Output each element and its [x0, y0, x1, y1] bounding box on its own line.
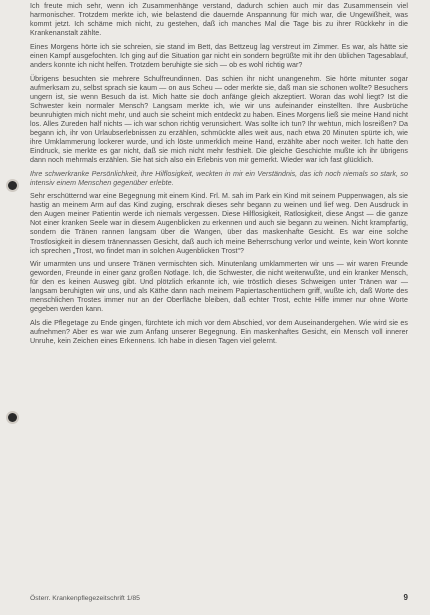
page-footer [30, 593, 408, 602]
footer-source: Österr. Krankenpflegezeitschrift 1/85 [30, 595, 140, 602]
paragraph: Als die Pflegetage zu Ende gingen, fürchtete ich mich vor dem Abschied, vor dem Auseinandergehen. Wie wird sie es aufnehmen? Aber es war wie zum Anfang unserer Begegnung. Ein maskenhaftes Gesicht, ein Mensch voll innerer Unruhe, kein Zeichen eines Erkennens. Ich habe in diesen Tagen viel gelernt. [30, 319, 408, 346]
paragraph: Übrigens besuchten sie mehrere Schulfreundinnen. Das schien ihr nicht unangenehm. Sie hörte mitunter sogar aufmerksam zu, selbst sprach sie kaum — on aus Scheu — oder merkte sie, daß man sie schonen wollte? Besuchers ungern ist, sie wenn Besuch da ist. Mich hatte sie doch anfänge gleich akzeptiert. Woran das wohl liegt? Ist die Schwester kein normaler Mensch? Langsam merkte ich, wie wir uns aufeinander einstellten. Ihre Ausbrüche beunruhigten mich nicht mehr, und auch sie scheint mich entdeckt zu haben. Eines Morgens ließ sie meine Hand nicht los. Alles Zureden half nichts — ich war schon richtig verunsichert. Was sollte ich tun? Ihr wehtun, mich losreißen? Da begann ich, ihr von Urlaubserlebnissen zu erzählen, schmückte alles weit aus, nach etwa 20 Minuten spürte ich, wie ihre Umklammerung lockerer wurde, und ich löste unmerklich meine Hand, erzählte aber noch weiter. Ich hatte den Eindruck, sie merkte es gar nicht, daß sie mich nicht mehr festhielt. Die gleiche Geschichte mußte ich ihr übrigens dann noch mehrmals erzählen. Sie hat sich also ein Erlebnis von mir gemerkt. Wieder war ich fast glücklich. [30, 74, 408, 164]
paragraph: Sehr erschütternd war eine Begegnung mit einem Kind. Frl. M. sah im Park ein Kind mit seinem Puppenwagen, als sie hastig an meinem Arm auf das Kind zuging, erschrak dieses sehr begann zu weinen und lief weg. Den Ausdruck in den Augen meiner Patientin werde ich niemals vergessen. Diese Hilflosigkeit, Ratlosigkeit, diese Angst — die ganze Not einer kranken Seele war in diesem Augenblicken zu erkennen und auch sie begann zu weinen. Nicht krampfartig, sondern die Tränen rannen langsam über die Wangen, über das maskenhafte Gesicht. Es war eine solche Trostlosigkeit in diesem tränennassen Gesicht, daß auch ich meine Beherrschung verlor und weinte, kein Wort konnte ich sprechen „Trost, wo findet man in solchen Augenblicken Trost“? [30, 192, 408, 255]
page-number: 9 [403, 593, 408, 602]
article-body [30, 2, 408, 351]
paragraph: Eines Morgens hörte ich sie schreien, sie stand im Bett, das Bettzeug lag verstreut im Zimmer. Es war, als hätte sie einen Kampf ausgefochten. Ich ging auf die Situation gar nicht ein sondern begrüßte mit ihr den üblichen Tagesablauf, anders konnte ich nicht helfen. Trotzdem beruhigte sie sich — ob es wohl richtig war? [30, 42, 408, 69]
paragraph: Ich freute mich sehr, wenn ich Zusammenhänge verstand, dadurch schien auch mir das Zusammensein viel harmonischer. Trotzdem merkte ich, wie belastend die dauernde Anspannung für mich war, die Ungewißheit, was kommt jetzt. Ich schäme mich nicht, zu gestehen, daß ich manches Mal die Tage bis zu ihrer Rückkehr in die Krankenanstalt zählte. [30, 2, 408, 38]
binder-hole-top [8, 181, 17, 190]
paragraph: Wir umarmten uns und unsere Tränen vermischten sich. Minutenlang umklammerten wir uns — wir waren Freunde geworden, Freunde in einer ganz großen Notlage. Ich, die Schwester, die nicht weiterwußte, und ein kranker Mensch, für den es keinen Ausweg gibt. Und plötzlich erkannte ich, wie tröstlich dieses Schweigen unter Tränen war — langsam beruhigten wir uns, und als Käthe dann nach meinem Papiertaschentüchern griff, wußte ich, daß Worte des menschlichen Trostes immer nur an der Oberfläche bleiben, daß echter Trost, echte Hilfe immer nur ohne Worte gegeben werden kann. [30, 260, 408, 314]
emphasized-paragraph: Ihre schwerkranke Persönlichkeit, ihre Hilflosigkeit, weckten in mir ein Verständnis, das ich noch niemals so stark, so intensiv einem Menschen gegenüber erlebte. [30, 169, 408, 187]
binder-hole-bottom [8, 413, 17, 422]
